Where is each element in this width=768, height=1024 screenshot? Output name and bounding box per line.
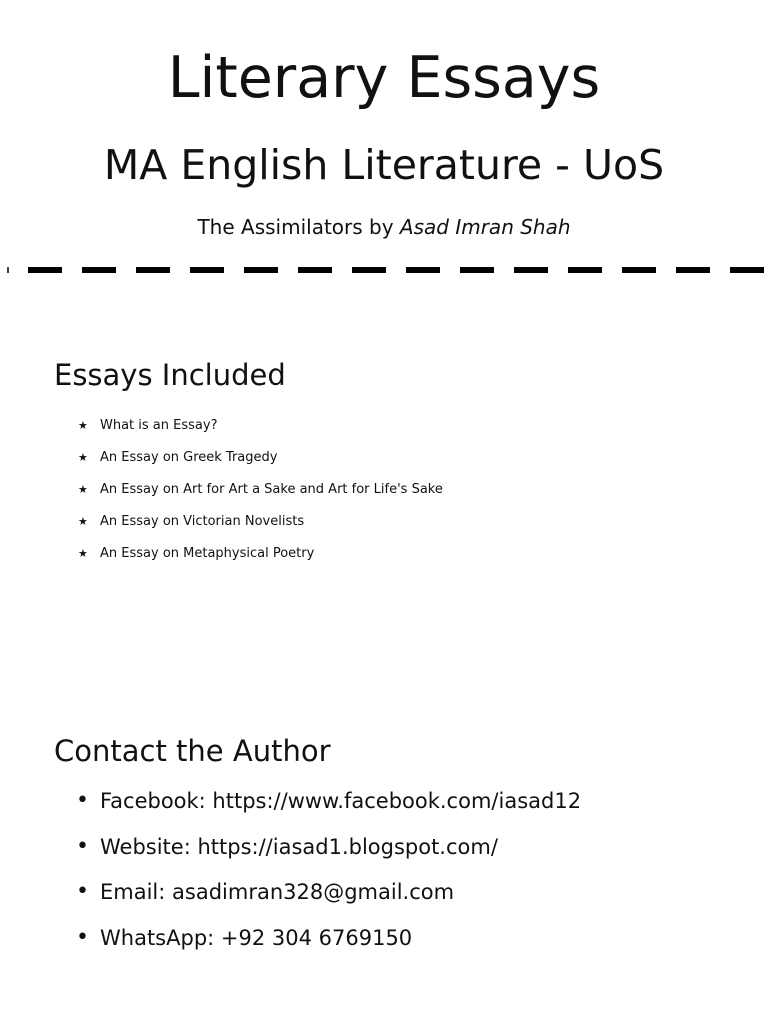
list-item <box>76 782 581 828</box>
essay-item-label: An Essay on Greek Tragedy <box>100 450 278 465</box>
star-icon: ★ <box>78 483 88 496</box>
contact-list <box>76 782 581 964</box>
list-item <box>78 506 443 538</box>
page-title: Literary Essays <box>167 45 601 111</box>
list-item <box>78 442 443 474</box>
byline-prefix: The Assimilators by <box>197 215 394 239</box>
byline <box>0 212 768 242</box>
contact-heading: Contact the Author <box>54 734 331 768</box>
essay-item-label: An Essay on Art for Art a Sake and Art for Life's Sake <box>100 482 443 497</box>
list-item <box>76 828 581 874</box>
star-icon: ★ <box>78 515 88 528</box>
contact-facebook: Facebook: https://www.facebook.com/iasad12 <box>100 789 582 813</box>
star-icon: ★ <box>78 419 88 432</box>
dashed-divider <box>0 264 768 276</box>
list-item <box>78 538 443 570</box>
list-item <box>76 873 581 919</box>
essay-item-label: What is an Essay? <box>100 418 218 433</box>
star-icon: ★ <box>78 451 88 464</box>
list-item <box>78 410 443 442</box>
list-item <box>76 919 581 965</box>
essays-heading: Essays Included <box>54 358 286 392</box>
list-item <box>78 474 443 506</box>
bullet-dot-icon: • <box>76 788 89 813</box>
essay-item-label: An Essay on Metaphysical Poetry <box>100 546 315 561</box>
bullet-dot-icon: • <box>76 833 89 859</box>
bullet-dot-icon: • <box>76 879 89 904</box>
contact-website: Website: https://iasad1.blogspot.com/ <box>100 834 498 859</box>
byline-author: Asad Imran Shah <box>399 215 571 239</box>
star-icon: ★ <box>78 547 88 560</box>
contact-whatsapp: WhatsApp: +92 304 6769150 <box>100 925 413 950</box>
essay-item-label: An Essay on Victorian Novelists <box>100 514 305 529</box>
page-subtitle: MA English Literature - UoS <box>103 141 665 189</box>
bullet-dot-icon: • <box>76 924 89 950</box>
essay-list <box>78 410 443 570</box>
contact-email: Email: asadimran328@gmail.com <box>100 880 455 904</box>
